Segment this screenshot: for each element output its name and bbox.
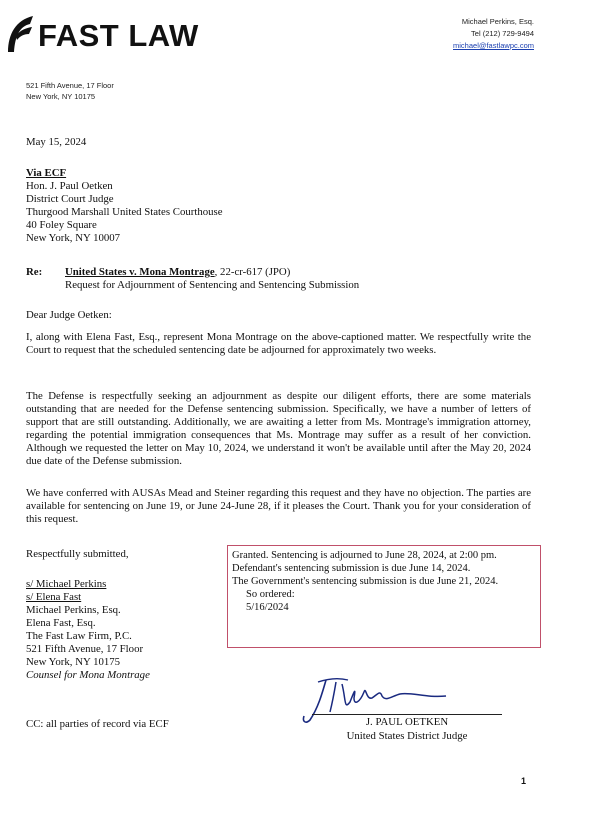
contact-phone: Tel (212) 729-9494 (471, 29, 534, 38)
court-order-box (227, 545, 541, 648)
signer-name-1: Michael Perkins, Esq. (26, 604, 121, 616)
firm-name: The Fast Law Firm, P.C. (26, 630, 132, 642)
order-line-defendant: Defendant's sentencing submission is due June 14, 2024. (232, 563, 471, 574)
recipient-block (26, 167, 223, 245)
firm-address-line1: 521 Fifth Avenue, 17 Floor (26, 81, 114, 90)
closing: Respectfully submitted, (26, 548, 129, 560)
order-so-ordered: So ordered: (246, 589, 295, 600)
e-signature-1: s/ Michael Perkins (26, 578, 107, 590)
recipient-name: Hon. J. Paul Oetken (26, 180, 113, 192)
firm-address (26, 80, 114, 102)
judge-title: United States District Judge (346, 730, 468, 742)
signer-name-2: Elena Fast, Esq. (26, 617, 96, 629)
salutation: Dear Judge Oetken: (26, 309, 112, 321)
order-line-granted: Granted. Sentencing is adjourned to June 28, 2024, at 2:00 pm. (232, 550, 497, 561)
firm-city: New York, NY 10175 (26, 656, 121, 668)
body-paragraph-3: We have conferred with AUSAs Mead and Steiner regarding this request and they have no objection. The parties are available for sentencing on June 19, or June 24-June 28, if it pleases the Court. Thank you for your consideration of this request. (26, 487, 531, 525)
re-subject: Request for Adjournment of Sentencing and Sentencing Submission (65, 279, 360, 291)
fast-law-logo-icon (4, 14, 34, 54)
contact-name: Michael Perkins, Esq. (461, 17, 534, 26)
signature-block (26, 578, 150, 682)
order-line-government: The Government's sentencing submission is due June 21, 2024. (232, 576, 499, 587)
recipient-street: 40 Foley Square (26, 219, 97, 231)
re-label: Re: (26, 266, 43, 278)
recipient-city: New York, NY 10007 (26, 232, 121, 244)
recipient-building: Thurgood Marshall United States Courthouse (26, 206, 223, 218)
delivery-method: Via ECF (26, 167, 67, 179)
cc-line: CC: all parties of record via ECF (26, 718, 169, 730)
firm-address-line2: New York, NY 10175 (26, 92, 96, 101)
e-signature-2: s/ Elena Fast (26, 591, 82, 603)
judge-name: J. PAUL OETKEN (312, 714, 502, 729)
page-number: 1 (521, 776, 527, 786)
case-number: , 22-cr-617 (JPO) (214, 266, 291, 278)
body-paragraph-2: The Defense is respectfully seeking an adjournment as despite our diligent efforts, there are some materials outstanding that are needed for the Defense sentencing submission. Specifically, we have a number of letters of support that are still outstanding. Additionally, we are awaiting a letter from Ms. Montrage's immigration attorney, regarding the potential immigration consequences that Ms. Montrage may suffer as a result of her conviction. Although we requested the letter on May 10, 2024, we understand it won't be available until after the May 20, 2024 due date of the Defense submission. (26, 390, 531, 467)
counsel-for: Counsel for Mona Montrage (26, 669, 150, 681)
firm-street: 521 Fifth Avenue, 17 Floor (26, 643, 144, 655)
recipient-title: District Court Judge (26, 193, 114, 205)
case-name: United States v. Mona Montrage (65, 266, 215, 278)
contact-email-link[interactable]: michael@fastlawpc.com (453, 41, 534, 50)
letter-date: May 15, 2024 (26, 136, 87, 148)
order-date: 5/16/2024 (246, 602, 289, 613)
body-paragraph-1: I, along with Elena Fast, Esq., represent Mona Montrage on the above-captioned matter. We respectfully write the Court to request that the scheduled sentencing date be adjourned for approximately two weeks. (26, 331, 531, 356)
firm-logo-text: FAST LAW (38, 18, 199, 53)
contact-block (453, 16, 534, 52)
re-block (65, 266, 359, 292)
